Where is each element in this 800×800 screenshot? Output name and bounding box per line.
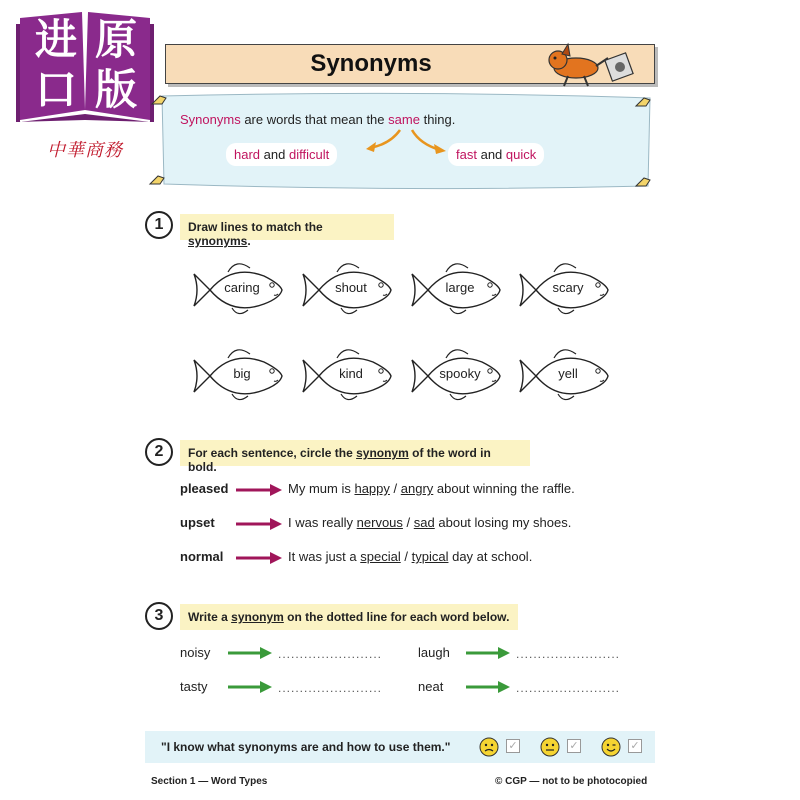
page-title: Synonyms bbox=[310, 50, 432, 77]
self-assessment-band bbox=[145, 731, 655, 763]
question-1-instruction bbox=[180, 214, 394, 248]
logo-char-2: 原 bbox=[94, 15, 137, 64]
target-word: neat bbox=[418, 679, 444, 694]
unsure-face-icon bbox=[479, 737, 499, 757]
answer-line[interactable]: ........................ bbox=[516, 681, 621, 695]
pin-icon bbox=[634, 94, 652, 108]
definition-emphasis: same bbox=[388, 112, 420, 127]
instruction-keyword[interactable]: synonym bbox=[356, 446, 409, 460]
fish-word: scary bbox=[552, 280, 584, 295]
question-number-2: 2 bbox=[145, 438, 173, 466]
arrow-right-icon bbox=[466, 681, 512, 693]
footer-section-label: Section 1 — Word Types bbox=[151, 776, 268, 787]
option-word[interactable]: typical bbox=[411, 549, 449, 564]
arrow-right-icon bbox=[228, 647, 274, 659]
instruction-text: Draw lines to match the bbox=[188, 220, 323, 234]
fish-word: kind bbox=[339, 366, 363, 381]
footer-copyright: © CGP — not to be photocopied bbox=[495, 776, 648, 787]
logo-char-4: 版 bbox=[94, 65, 137, 114]
bold-word: pleased bbox=[180, 481, 229, 496]
unsure-checkbox[interactable]: ✓ bbox=[506, 739, 520, 753]
option-word[interactable]: nervous bbox=[356, 515, 403, 530]
target-word: tasty bbox=[180, 679, 208, 694]
fish-word: shout bbox=[335, 280, 367, 295]
instruction-keyword: synonyms bbox=[188, 234, 248, 248]
logo-char-1: 进 bbox=[34, 15, 77, 64]
definition-term: Synonyms bbox=[180, 112, 241, 127]
fish-card[interactable] bbox=[301, 258, 395, 320]
option-word[interactable]: special bbox=[360, 549, 401, 564]
sentence bbox=[288, 549, 532, 564]
target-word: laugh bbox=[418, 645, 450, 660]
fish-card[interactable] bbox=[410, 344, 504, 406]
arrow-right-icon bbox=[236, 552, 282, 564]
self-assessment-statement: "I know what synonyms are and how to use them." bbox=[161, 740, 451, 754]
question-3-instruction bbox=[180, 604, 518, 630]
fish-card[interactable] bbox=[192, 344, 286, 406]
pin-icon bbox=[634, 174, 652, 188]
sentence-text: day at school. bbox=[452, 549, 533, 564]
question-number-3: 3 bbox=[145, 602, 173, 630]
option-word[interactable]: angry bbox=[400, 481, 434, 496]
arrow-right-icon bbox=[228, 681, 274, 693]
publisher-logo bbox=[10, 8, 160, 161]
fish-word: caring bbox=[224, 280, 260, 295]
sentence-text: about losing my shoes. bbox=[438, 515, 572, 530]
answer-line[interactable]: ........................ bbox=[278, 681, 383, 695]
example-word: fast bbox=[456, 147, 477, 162]
logo-subtitle: 中華商務 bbox=[47, 140, 123, 161]
definition-sentence bbox=[180, 112, 455, 127]
example-pair-2 bbox=[448, 143, 544, 166]
ok-face-icon bbox=[540, 737, 560, 757]
happy-checkbox[interactable]: ✓ bbox=[628, 739, 642, 753]
happy-face-icon bbox=[601, 737, 621, 757]
logo-char-3: 口 bbox=[34, 65, 77, 114]
instruction-text: of the word in bold. bbox=[188, 446, 491, 474]
instruction-text: . bbox=[247, 234, 251, 248]
ok-checkbox[interactable]: ✓ bbox=[567, 739, 581, 753]
option-separator: / bbox=[404, 549, 408, 564]
example-and: and bbox=[480, 147, 503, 162]
fish-word: big bbox=[233, 366, 251, 381]
fish-word: spooky bbox=[439, 366, 481, 381]
example-word: difficult bbox=[288, 147, 330, 162]
question-number-1: 1 bbox=[145, 211, 173, 239]
answer-line[interactable]: ........................ bbox=[516, 647, 621, 661]
definition-box bbox=[158, 92, 654, 190]
pin-icon bbox=[148, 172, 166, 186]
bold-word: upset bbox=[180, 515, 215, 530]
sentence bbox=[288, 515, 571, 530]
sentence-text: about winning the raffle. bbox=[436, 481, 575, 496]
target-word: noisy bbox=[180, 645, 211, 660]
option-separator: / bbox=[406, 515, 411, 530]
dog-mascot-icon bbox=[546, 40, 642, 90]
sentence bbox=[288, 481, 575, 496]
fish-card[interactable] bbox=[410, 258, 504, 320]
answer-line[interactable]: ........................ bbox=[278, 647, 383, 661]
fish-card[interactable] bbox=[518, 344, 612, 406]
pin-icon bbox=[150, 92, 168, 106]
fish-card[interactable] bbox=[192, 258, 286, 320]
fish-word: yell bbox=[558, 366, 578, 381]
question-2-instruction bbox=[180, 440, 530, 474]
fish-card[interactable] bbox=[518, 258, 612, 320]
bold-word: normal bbox=[180, 549, 224, 564]
sentence-text: I was really bbox=[288, 515, 354, 530]
definition-end: thing. bbox=[423, 112, 456, 127]
instruction-text: Write a bbox=[188, 610, 228, 624]
arrow-right-icon bbox=[236, 518, 282, 530]
option-word[interactable]: happy bbox=[354, 481, 390, 496]
instruction-keyword: synonym bbox=[231, 610, 284, 624]
arrow-right-icon bbox=[236, 484, 282, 496]
sentence-text: My mum is bbox=[288, 481, 351, 496]
option-word[interactable]: sad bbox=[413, 515, 435, 530]
example-pair-1 bbox=[226, 143, 337, 166]
example-word: hard bbox=[234, 147, 261, 162]
example-and: and bbox=[263, 147, 286, 162]
fish-card[interactable] bbox=[301, 344, 395, 406]
arrow-right-icon bbox=[466, 647, 512, 659]
instruction-text: For each sentence, circle the bbox=[188, 446, 353, 460]
definition-middle: are words that mean the bbox=[244, 112, 385, 127]
example-word: quick bbox=[505, 147, 537, 162]
sentence-text: It was just a bbox=[288, 549, 357, 564]
fish-word: large bbox=[445, 280, 475, 295]
option-separator: / bbox=[393, 481, 398, 496]
instruction-text: on the dotted line for each word below. bbox=[287, 610, 510, 624]
